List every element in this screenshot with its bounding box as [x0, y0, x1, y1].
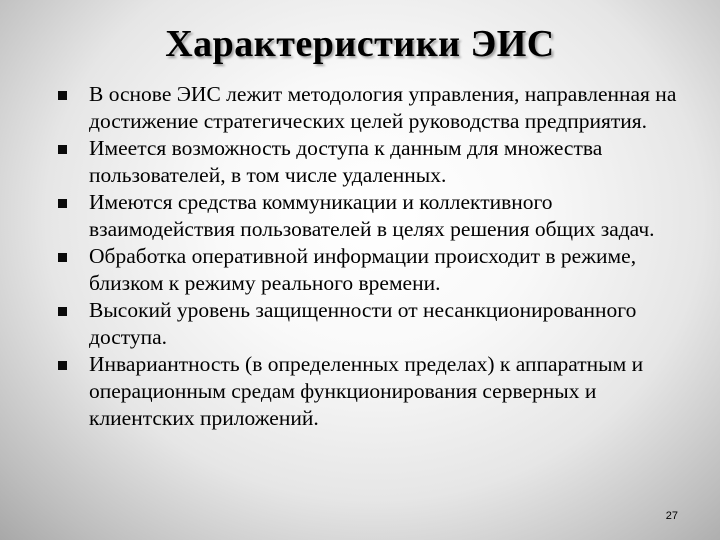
bullet-text: Высокий уровень защищенности от несанкционированного доступа. [89, 298, 637, 349]
page-number: 27 [665, 510, 678, 522]
bullet-item [58, 351, 698, 432]
bullet-text: В основе ЭИС лежит методология управления, направленная на достижение стратегических целей руководства предприятия. [89, 82, 677, 133]
square-bullet-icon [58, 199, 67, 208]
square-bullet-icon [58, 253, 67, 262]
bullet-text: Обработка оперативной информации происходит в режиме, близком к режиму реального времени. [89, 244, 637, 295]
bullet-item [58, 135, 698, 189]
bullet-item [58, 243, 698, 297]
bullet-list [58, 81, 698, 432]
square-bullet-icon [58, 307, 67, 316]
bullet-text: Имеется возможность доступа к данным для множества пользователей, в том числе удаленных. [89, 136, 603, 187]
bullet-text: Инвариантность (в определенных пределах) к аппаратным и операционным средам функционирования серверных и клиентских приложений. [89, 352, 644, 430]
square-bullet-icon [58, 91, 67, 100]
slide-title: Характеристики ЭИС [165, 23, 555, 65]
bullet-text: Имеются средства коммуникации и коллективного взаимодействия пользователей в целях решения общих задач. [89, 190, 655, 241]
bullet-item [58, 81, 698, 135]
square-bullet-icon [58, 361, 67, 370]
bullet-item [58, 189, 698, 243]
square-bullet-icon [58, 145, 67, 154]
bullet-item [58, 297, 698, 351]
